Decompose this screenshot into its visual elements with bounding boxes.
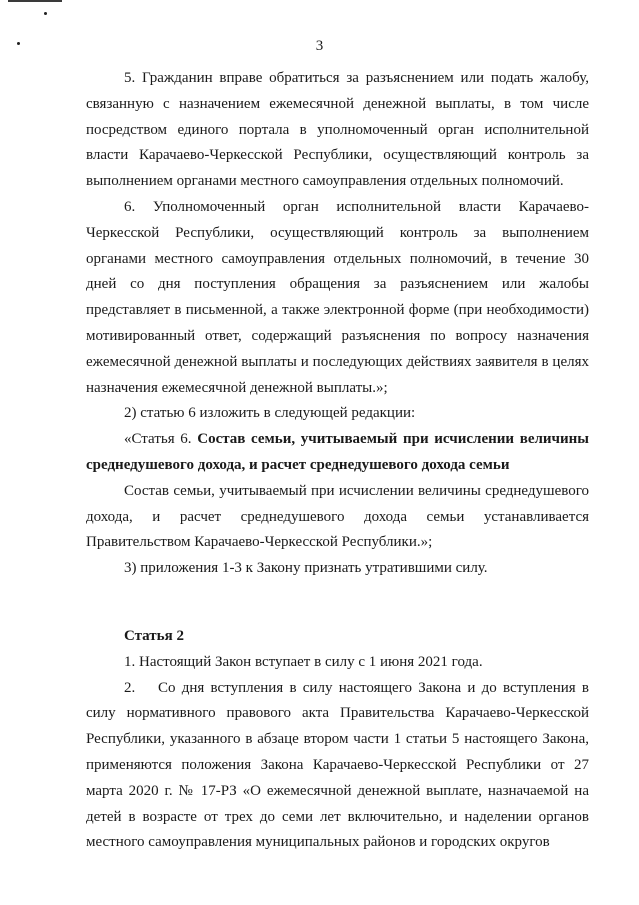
article-2-heading: Статья 2 [124,627,184,644]
article-2-clause-2 [86,676,589,857]
article-2-clause-1: 1. Настоящий Закон вступает в силу с 1 июня 2021 года. [124,653,483,670]
paragraph-5: 5. Гражданин вправе обратиться за разъяснением или подать жалобу, связанную с назначением ежемесячной денежной выплаты, в том числе посредством единого портала в уполномоченный орган исполнительной власти Карачаево-Черкесской Республики, осуществляющий контроль за выполнением органами местного самоуправления отдельных полномочий. [86,70,589,190]
article-6-prefix: «Статья 6. [124,431,198,448]
scan-speck [44,12,47,15]
article-6-body: Состав семьи, учитываемый при исчислении величины среднедушевого дохода, и расчет среднедушевого дохода семьи устанавливается Правительством Карачаево-Черкесской Республики.»; [86,482,589,551]
section-gap [86,582,589,598]
document-body [86,66,589,856]
amendment-item-3: 3) приложения 1-3 к Закону признать утратившими силу. [124,560,488,577]
clause-number: 2. [124,679,136,696]
amendment-item-2: 2) статью 6 изложить в следующей редакции: [124,405,416,422]
article-6-title [86,427,589,479]
scan-edge-mark [8,0,62,2]
clause-text: Со дня вступления в силу настоящего Закона и до вступления в силу нормативного правового акта Правительства Карачаево-Черкесской Республики, указанного в абзаце втором части 1 статьи 5 настоящего Закона, применяются положения Закона Карачаево-Черкесской Республики от 27 марта 2020 г. № 17-РЗ «О ежемесячной денежной выплате, назначаемой на детей в возрасте от трех до семи лет включительно, и наделении органов местного самоуправления муниципальных районов и городских округов [86,679,589,851]
page-number: 3 [315,38,324,54]
paragraph-6: 6. Уполномоченный орган исполнительной власти Карачаево-Черкесской Республики, осуществляющий контроль за выполнением органами местного самоуправления отдельных полномочий, в течение 30 дней со дня поступления обращения за разъяснением или жалобы представляет в письменной, а также электронной форме (при необходимости) мотивированный ответ, содержащий разъяснения по вопросу назначения ежемесячной денежной выплаты и последующих действиях заявителя в целях назначения ежемесячной денежной выплаты.»; [86,198,589,396]
article-6-heading: Состав семьи, учитываемый при исчислении величины среднедушевого дохода, и расчет среднедушевого дохода семьи [86,431,589,473]
